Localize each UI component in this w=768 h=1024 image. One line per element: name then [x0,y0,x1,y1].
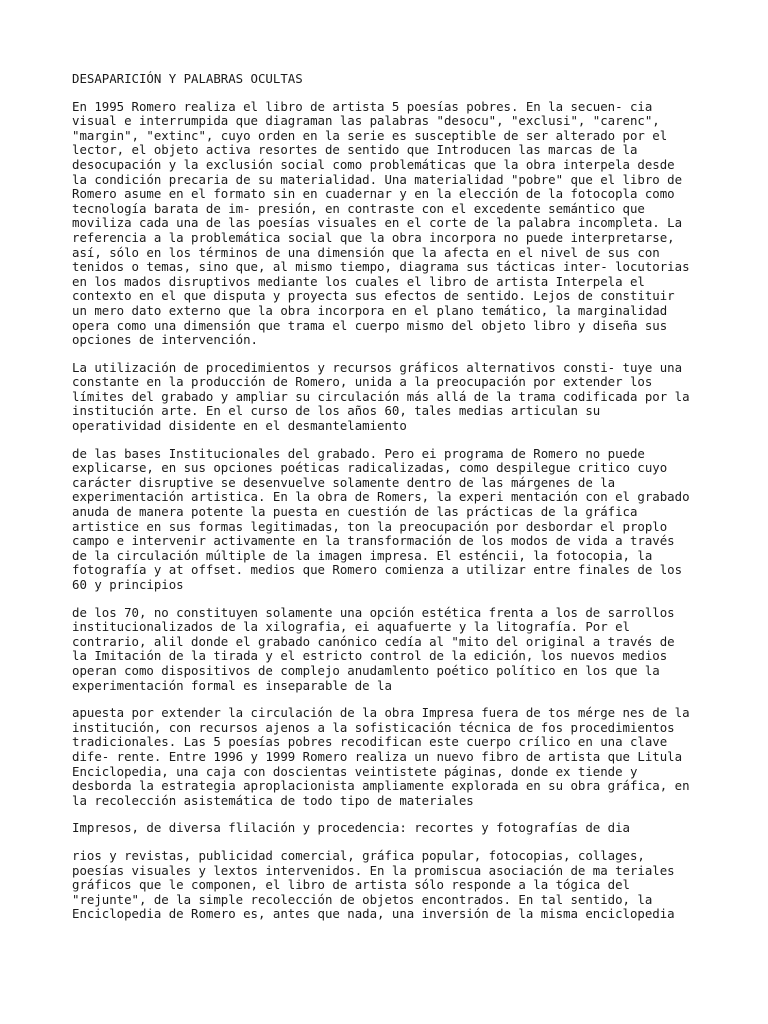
paragraph [72,849,712,922]
text-line: En 1995 Romero realiza el libro de artista 5 poesías pobres. En la secuen- cia [72,98,653,114]
text-line: desocupación y la exclusión social como problemáticas que la obra interpela desde [72,156,675,172]
text-line: en los mados disruptivos mediante los cuales el libro de artista Interpela el [72,273,645,289]
text-line: tenidos o temas, sino que, al mismo tiempo, diagrama sus tácticas inter- locutorias [72,259,690,275]
paragraph [72,606,712,694]
text-line: lector, el objeto activa resortes de sentido que Introducen las marcas de la [72,142,638,158]
text-line: experimentación formal es inseparable de la [72,677,392,693]
text-line: "rejunte", de la simple recolección de objetos encontrados. En tal sentido, la [72,891,653,907]
text-line: experimentación artistica. En la obra de Romers, la experi mentación con el grabado [72,489,690,505]
text-line: gráficos que le componen, el libro de artista sólo responde a la tógica del [72,877,630,893]
text-line: constante en la producción de Romero, unida a la preocupación por extender los [72,374,653,390]
paragraph [72,100,712,348]
text-line: explicarse, en sus opciones poéticas radicalizadas, como despilegue critico cuyo [72,460,668,476]
text-line: poesías visuales y lextos intervenidos. En la promiscua asociación de ma teriales [72,862,675,878]
text-line: tecnología barata de im- presión, en contraste con el excedente semántico que [72,200,645,216]
text-line: referencia a la problemática social que la obra incorpora no puede interpretarse, [72,229,675,245]
text-line: 60 y principios [72,577,184,592]
text-line: "margin", "extinc", cuyo orden en la serie es susceptible de ser alterado por el [72,127,668,143]
text-line: carácter disruptive se desenvuelve solamente dentro de las márgenes de la [72,474,616,490]
text-line: institución, con recursos ajenos a la sofisticación técnica de fos procedimientos [72,719,675,735]
text-line: tradicionales. Las 5 poesías pobres recodifican este cuerpo crílico en una clave [72,734,668,750]
text-line: apuesta por extender la circulación de la obra Impresa fuera de tos mérge nes de la [72,705,690,721]
text-line: opciones de intervención. [72,332,258,348]
text-line: dife- rente. Entre 1996 y 1999 Romero realiza un nuevo fibro de artista que Litula [72,748,683,764]
text-line: institución arte. En el curso de los años 60, tales medias articulan su [72,403,601,419]
document-body [72,100,712,922]
text-line: operatividad disidente en el desmantelamiento [72,418,407,434]
text-line: contexto en el que disputa y proyecta sus efectos de sentido. Lejos de constituir [72,288,675,304]
text-line: artistice en sus formas legitimadas, ton la preocupación por desbordar el proplo [72,518,668,534]
text-line: la condición precaria de su materialidad. Una materialidad "pobre" que el libro de [72,171,683,187]
paragraph [72,821,712,836]
text-line: desborda la estrategia aproplacionista ampliamente explorada en su obra gráfica, en [72,778,690,794]
document-title: DESAPARICIÓN Y PALABRAS OCULTAS [72,71,303,86]
text-line: de las bases Institucionales del grabado. Pero ei programa de Romero no puede [72,445,645,461]
text-line: operan como dispositivos de complejo anudamlento poético político en los que la [72,662,660,678]
text-line: rios y revistas, publicidad comercial, gráfica popular, fotocopias, collages, [72,847,645,863]
text-line: Impresos, de diversa flilación y procedencia: recortes y fotografías de dia [72,820,630,836]
paragraph [72,447,712,593]
text-line: Enciclopedia, una caja con doscientas veintistete páginas, donde ex tiende y [72,763,638,779]
text-line: campo e intervenir activamente en la transformación de los modos de vida a través [72,533,675,549]
text-line: un mero dato externo que la obra incorpora en el plano temático, la marginalidad [72,302,668,318]
text-line: La utilización de procedimientos y recursos gráficos alternativos consti- tuye una [72,359,683,375]
text-line: la recolección asistemática de todo tipo de materiales [72,792,474,808]
text-line: Romero asume en el formato sin en cuadernar y en la elección de la fotocopla como [72,186,675,202]
text-line: Enciclopedia de Romero es, antes que nada, una inversión de la misma enciclopedia [72,906,675,922]
paragraph [72,706,712,808]
text-line: fotografía y at offset. medios que Romero comienza a utilizar entre finales de los [72,562,683,578]
text-line: de la circulación múltiple de la imagen impresa. El esténcii, la fotocopia, la [72,547,653,563]
paragraph [72,361,712,434]
text-line: la Imitación de la tirada y el estricto control de la edición, los nuevos medios [72,648,668,664]
text-line: contrario, alil donde el grabado canónico cedía al "mito del original a través de [72,633,675,649]
text-line: anuda de manera potente la puesta en cuestión de las prácticas de la gráfica [72,504,638,520]
text-line: de los 70, no constituyen solamente una opción estética frenta a los de sarrollos [72,604,675,620]
text-line: visual e interrumpida que diagraman las palabras "desocu", "exclusi", "carenc", [72,113,660,129]
text-line: moviliza cada una de las poesías visuales en el corte de la palabra incompleta. La [72,215,683,231]
document-page [72,72,712,935]
text-line: así, sólo en los términos de una dimensión que la afecta en el nivel de sus con [72,244,660,260]
text-line: opera como una dimensión que trama el cuerpo mismo del objeto libro y diseña sus [72,317,668,333]
text-line: institucionalizados de la xilografia, ei aquafuerte y la litografía. Por el [72,619,630,635]
text-line: límites del grabado y ampliar su circulación más allá de la trama codificada por la [72,388,690,404]
